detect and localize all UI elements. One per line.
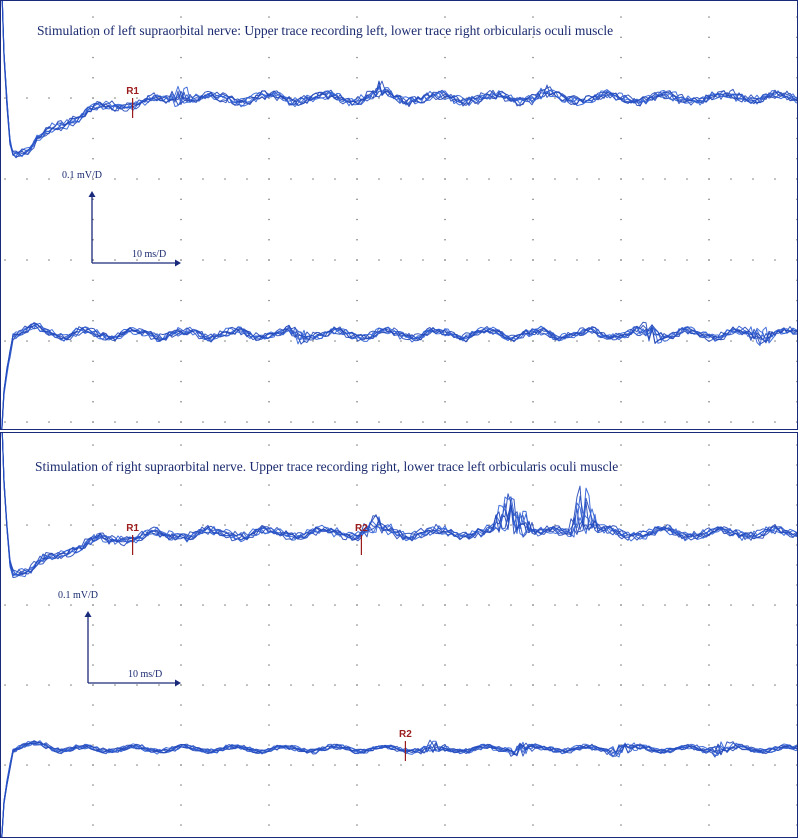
emg-sweep-lower (1, 741, 798, 838)
emg-sweep-upper (1, 433, 798, 575)
emg-sweep-upper (1, 433, 798, 575)
latency-marker-label: R1 (126, 523, 139, 534)
emg-plot-left (1, 1, 798, 430)
scale-label-horizontal: 10 ms/D (132, 249, 167, 260)
emg-sweep-lower (1, 323, 798, 430)
latency-marker-label: R1 (126, 86, 139, 97)
calibration-scale (62, 170, 181, 267)
emg-sweep-lower (1, 324, 798, 430)
scale-label-vertical: 0.1 mV/D (58, 590, 98, 601)
emg-sweep-lower (1, 325, 798, 430)
scale-label-vertical: 0.1 mV/D (62, 170, 102, 181)
emg-sweep-lower (1, 741, 798, 838)
grid-dots (4, 16, 798, 423)
emg-sweep-upper (1, 433, 798, 578)
trace-group-lower (1, 322, 798, 430)
panel-right-stimulation (0, 432, 798, 838)
emg-sweep-lower (1, 742, 798, 838)
panel-caption: Stimulation of right supraorbital nerve. Upper trace recording right, lower trace left orbicularis oculi muscle (35, 459, 619, 474)
emg-sweep-lower (1, 743, 798, 838)
panel-caption: Stimulation of left supraorbital nerve: Upper trace recording left, lower trace right orbicularis oculi muscle (37, 23, 614, 38)
emg-sweep-upper (1, 433, 798, 575)
calibration-scale (58, 590, 181, 687)
trace-group-lower (1, 740, 798, 838)
emg-sweep-upper (1, 433, 798, 575)
emg-sweep-lower (1, 324, 798, 430)
emg-sweep-upper (1, 433, 798, 577)
grid-dots (4, 444, 798, 826)
emg-sweep-upper (1, 433, 798, 576)
latency-marker-label: R2 (355, 523, 368, 534)
emg-sweep-lower (1, 740, 798, 838)
emg-sweep-lower (1, 741, 798, 838)
latency-marker-label: R2 (399, 729, 412, 740)
emg-sweep-lower (1, 325, 798, 430)
trace-group-upper (1, 433, 798, 578)
scale-label-horizontal: 10 ms/D (128, 669, 163, 680)
emg-plot-right (1, 433, 798, 838)
emg-sweep-lower (1, 742, 798, 838)
